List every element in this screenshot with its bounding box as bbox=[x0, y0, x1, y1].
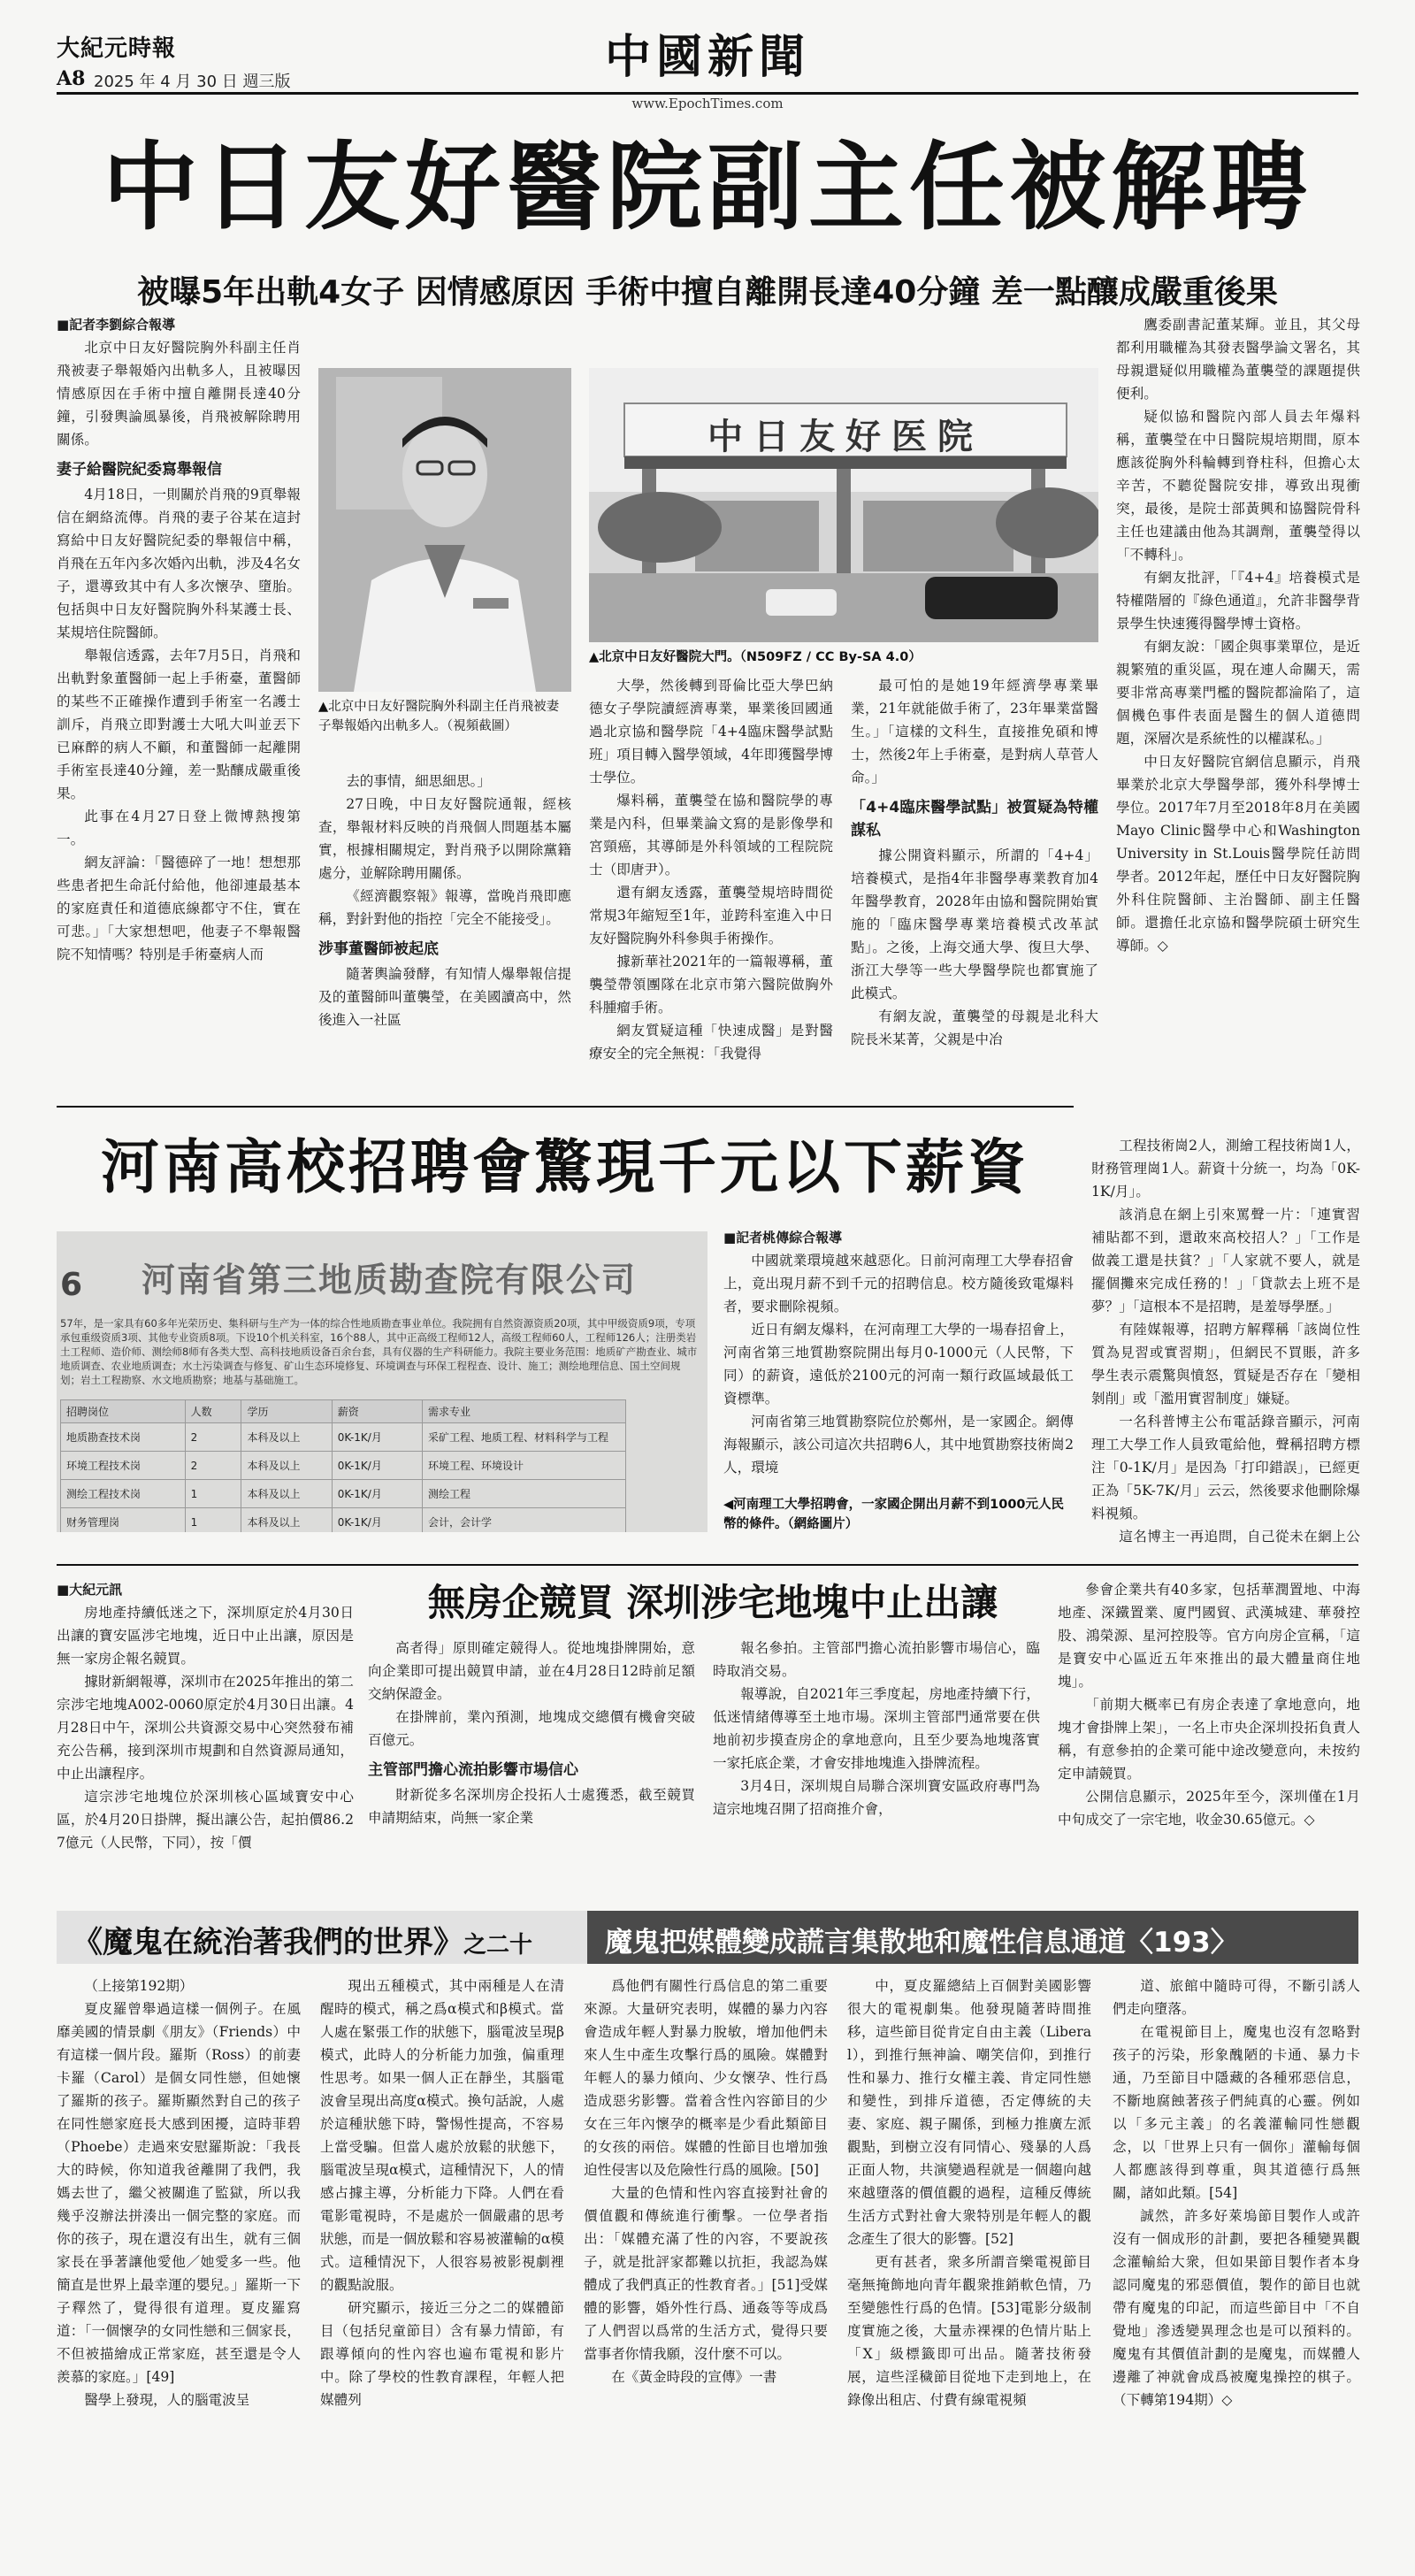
masthead-logo: 大紀元時報 bbox=[57, 35, 177, 62]
paragraph: 據公開資料顯示，所謂的「4+4」培養模式，是指4年非醫學專業教育加4年醫學教育，2028年由協和醫院開始實施的「臨床醫學專業培養模式改革試點」。之後，上海交通大學、復旦大學、浙江大學等一些大學醫學院也都實施了此模式。 bbox=[851, 847, 1098, 1001]
article1-headline: 中日友好醫院副主任被解聘 bbox=[102, 133, 1312, 243]
poster-number: 6 bbox=[60, 1267, 83, 1303]
poster-table-cell: 测绘工程技术岗 bbox=[61, 1480, 186, 1508]
article3-col3 bbox=[713, 1637, 1040, 1902]
divider-1 bbox=[57, 1106, 1074, 1108]
article2-col-a-body bbox=[723, 1249, 1074, 1479]
article2-col-b bbox=[1091, 1134, 1360, 1550]
article3-col1-body bbox=[57, 1601, 354, 1854]
poster-table-cell: 财务管理岗 bbox=[61, 1508, 186, 1533]
subheading: 妻子給醫院紀委寫舉報信 bbox=[57, 461, 222, 479]
poster-table-cell: 0K-1K/月 bbox=[332, 1508, 422, 1533]
serial-chapter-title: 魔鬼把媒體變成謊言集散地和魔性信息通道〈193〉 bbox=[605, 1927, 1238, 1959]
poster-table-header-cell: 学历 bbox=[241, 1400, 332, 1423]
poster-table-cell: 2 bbox=[185, 1423, 241, 1452]
paragraph: 更有甚者，衆多所謂音樂電視節目毫無掩飾地向青年觀衆推銷軟色情，乃至變態性行爲的色情。[53]電影分級制度實施之後，大量赤裸裸的色情片貼上「X」級標籤即可出品。隨著技術發展，這些淫穢節目從地下走到地上，在錄像出租店、付費有線電視頻 bbox=[847, 2254, 1091, 2408]
poster-table-cell: 测绘工程 bbox=[422, 1480, 625, 1508]
serial-col1 bbox=[57, 1974, 301, 2553]
page-number: A8 bbox=[57, 67, 86, 90]
paragraph: 工程技術崗2人，測繪工程技術崗1人，財務管理崗1人。薪資十分統一，均為「0K-1K/月」。 bbox=[1091, 1138, 1360, 1200]
poster-table-cell: 地质勘查技术岗 bbox=[61, 1423, 186, 1452]
poster-table-cell: 1 bbox=[185, 1480, 241, 1508]
header-rule bbox=[57, 92, 1358, 95]
article3-col1 bbox=[57, 1578, 354, 1902]
poster-table-cell: 本科及以上 bbox=[241, 1508, 332, 1533]
paragraph: 河南省第三地質勘察院位於鄭州，是一家國企。網傳海報顯示，該公司這次共招聘6人，其中地質勘察技術崗2人，環境 bbox=[723, 1414, 1074, 1476]
serial-col5 bbox=[1113, 1974, 1360, 2553]
hospital-gate-photo bbox=[589, 368, 1098, 642]
doctor-illustration bbox=[318, 368, 571, 692]
serial-col2 bbox=[320, 1974, 564, 2553]
job-poster-photo bbox=[57, 1231, 708, 1532]
paragraph: 有網友說：「國企與事業單位，是近親繁殖的重災區，現在連人命關天，需要非常高專業門檻的醫院都淪陷了，這個機色事件表面是醫生的個人道德問題，深層次是系統性的以權謀私。」 bbox=[1116, 639, 1360, 747]
paragraph: （上接第192期） bbox=[84, 1978, 194, 1994]
paragraph: 有網友批評，「『4+4』培養模式是特權階層的『綠色通道』，允許非醫學背景學生快速獲得醫學博士資格。 bbox=[1116, 570, 1360, 632]
paragraph: 網友評論：「醫德碎了一地！想想那些患者把生命託付給他，他卻連最基本的家庭責任和道德底線都守不住，實在可悲。」「大家想想吧，他妻子不舉報醫院不知情嗎？特別是手術臺病人而 bbox=[57, 855, 301, 962]
article3-col2 bbox=[368, 1637, 695, 1902]
poster-caption: ◀河南理工大學招聘會，一家國企開出月薪不到1000元人民幣的條件。（網絡圖片） bbox=[723, 1498, 1065, 1531]
paragraph: 參會企業共有40多家，包括華潤置地、中海地產、深鐵置業、廈門國貿、武漢城建、華發控股、鴻榮源、星河控股等。官方向房企宣稱，「這是寶安中心區近五年來推出的最大體量商住地塊」。 bbox=[1058, 1582, 1360, 1690]
paragraph: 隨著輿論發酵，有知情人爆舉報信提及的董醫師叫董襲瑩，在美國讀高中，然後進入一社區 bbox=[318, 966, 571, 1028]
poster-table-cell: 2 bbox=[185, 1452, 241, 1480]
paragraph: 鷹委副書記董某輝。並且，其父母都利用職權為其發表醫學論文署名，其母親還疑似用職權為董襲瑩的課題提供便利。 bbox=[1116, 317, 1360, 402]
article1-col4 bbox=[851, 674, 1098, 1145]
paragraph: 有陸媒報導，招聘方解釋稱「該崗位性質為見習或實習期」，但網民不買賬，許多學生表示震驚與憤怒，質疑是否存在「變相剝削」或「濫用實習制度」嫌疑。 bbox=[1091, 1322, 1360, 1407]
serial-banner-right bbox=[587, 1911, 1358, 1964]
article1-col1-body bbox=[57, 336, 301, 966]
poster-table-header-cell: 需求专业 bbox=[422, 1400, 625, 1423]
poster-table-header-cell: 人数 bbox=[185, 1400, 241, 1423]
paragraph: 爆料稱，董襲瑩在協和醫院學的專業是內科，但畢業論文寫的是影像學和宮頸癌，其導師是外科領域的工程院院士（即唐尹）。 bbox=[589, 793, 833, 878]
paragraph: 最可怕的是她19年經濟學專業畢業，21年就能做手術了，23年畢業當醫生。」「這樣的文科生，直接推免碩和博士，然後2年上手術臺，是對病人草菅人命。」 bbox=[851, 678, 1098, 786]
poster-table-row bbox=[61, 1480, 626, 1508]
poster-title: 河南省第三地质勘查院有限公司 bbox=[142, 1261, 638, 1300]
hospital-photo-caption: ▲北京中日友好醫院大門。（N509FZ / CC By-SA 4.0） bbox=[589, 650, 922, 664]
paragraph: 道、旅館中隨時可得，不斷引誘人們走向墮落。 bbox=[1113, 1978, 1360, 2017]
paragraph: 27日晚，中日友好醫院通報，經核查，舉報材料反映的肖飛個人問題基本屬實，根據相關規定，對肖飛予以開除黨籍處分，並解除聘用關係。 bbox=[318, 796, 571, 881]
paragraph: 財新從多名深圳房企投拓人士處獲悉，截至競買申請期結束，尚無一家企業 bbox=[368, 1787, 695, 1826]
section-title: 中國新聞 bbox=[604, 31, 810, 84]
serial-banner-left bbox=[57, 1911, 587, 1964]
article3-col4 bbox=[1058, 1578, 1360, 1902]
poster-table-cell: 会计，会计学 bbox=[422, 1508, 625, 1533]
paragraph: 此事在4月27日登上微博熱搜第一。 bbox=[57, 809, 301, 847]
article1-subhead: 被曝5年出軌4女子 因情感原因 手術中擅自離開長達40分鐘 差一點釀成嚴重後果 bbox=[137, 274, 1278, 310]
paragraph: 爲他們有關性行爲信息的第二重要來源。大量研究表明，媒體的暴力內容會造成年輕人對暴力脫敏，增加他們未來人生中產生攻擊行爲的風險。媒體對年輕人的暴力傾向、少女懷孕、性行爲造成惡劣影響。當着含性內容節目的少女在三年內懷孕的概率是少看此類節目的女孩的兩倍。媒體的性節目也增加強迫性侵害以及危險性行爲的風險。[50] bbox=[584, 1978, 828, 2178]
paragraph: 有網友說，董襲瑩的母親是北科大院長米某菁，父親是中冶 bbox=[851, 1008, 1098, 1047]
paragraph: 舉報信透露，去年7月5日，肖飛和出軌對象董醫師一起上手術臺，董醫師的某些不正確操作遭到手術室一名護士訓斥，肖飛立即對護士大吼大叫並丟下已麻醉的病人不顧，和董醫師一起離開手術室長達40分鐘，差一點釀成嚴重後果。 bbox=[57, 648, 301, 801]
paragraph: 報名參拍。主管部門擔心流拍影響市場信心，臨時取消交易。 bbox=[713, 1640, 1040, 1679]
issue-date: 2025 年 4 月 30 日 週三版 bbox=[94, 73, 291, 91]
poster-table bbox=[60, 1399, 626, 1532]
article3-byline: ■大紀元訊 bbox=[57, 1582, 123, 1598]
serial-banner bbox=[57, 1911, 1358, 1964]
paragraph: 這宗涉宅地塊位於深圳核心區域寶安中心區，於4月20日掛牌，擬出讓公告，起拍價86.27億元（人民幣，下同），按「價 bbox=[57, 1789, 354, 1851]
poster-table-cell: 环境工程、环境设计 bbox=[422, 1452, 625, 1480]
poster-table-header bbox=[61, 1400, 626, 1423]
paragraph: 4月18日，一則關於肖飛的9頁舉報信在網絡流傳。肖飛的妻子谷某在這封寫給中日友好醫院紀委的舉報信中稱，肖飛在五年內多次婚內出軌，涉及4名女子，還導致其中有人多次懷孕、墮胎。包括與中日友好醫院胸外科某護士長、某規培住院醫師。 bbox=[57, 487, 301, 640]
serial-book-title: 《魔鬼在統治著我們的世界》 bbox=[73, 1925, 463, 1960]
poster-table-cell: 本科及以上 bbox=[241, 1452, 332, 1480]
paragraph: 報導說，自2021年三季度起，房地產持續下行，低迷情緒傳導至土地市場。深圳主管部門通常要在供地前初步摸查房企的拿地意向，且至少要為地塊落實一家托底企業，才會安排地塊進入掛牌流程。 bbox=[713, 1686, 1040, 1771]
doctor-photo bbox=[318, 368, 571, 692]
paragraph: 大學，然後轉到哥倫比亞大學巴納德女子學院讀經濟專業，畢業後回國通過北京協和醫學院「4+4臨床醫學試點班」項目轉入醫學領域，4年即獲醫學博士學位。 bbox=[589, 678, 833, 786]
poster-table-cell: 本科及以上 bbox=[241, 1423, 332, 1452]
paragraph: 一名科普博主公布電話錄音顯示，河南理工大學工作人員致電給他，聲稱招聘方標注「0-1K/月」是因為「打印錯誤」，已經更正為「5K-7K/月」云云，然後要求他刪除爆料視頻。 bbox=[1091, 1414, 1360, 1522]
paragraph: 據財新網報導，深圳市在2025年推出的第二宗涉宅地塊A002-0060原定於4月30日出讓。4月28日中午，深圳公共資源交易中心突然發布補充公告稱，接到深圳市規劃和自然資源局通知，中止出讓程序。 bbox=[57, 1674, 354, 1782]
subheading: 涉事董醫師被起底 bbox=[318, 940, 439, 958]
article1-col1 bbox=[57, 313, 301, 1145]
paragraph: 公開信息顯示，2025年至今，深圳僅在1月中旬成交了一宗宅地，收金30.65億元。◇ bbox=[1058, 1789, 1360, 1828]
serial-col4 bbox=[847, 1974, 1091, 2553]
paragraph: 「前期大概率已有房企表達了拿地意向，地塊才會掛牌上架」，一名上市央企深圳投拓負責人稱，有意參拍的企業可能中途改變意向，未按約定申請競買。 bbox=[1058, 1697, 1360, 1782]
paragraph: 這名博主一再追問，自己從未在網上公 bbox=[1119, 1529, 1360, 1545]
paragraph: 醫學上發現，人的腦電波呈 bbox=[84, 2392, 250, 2408]
paragraph: 中國就業環境越來越惡化。日前河南理工大學春招會上，竟出現月薪不到千元的招聘信息。校方隨後致電爆料者，要求刪除視頻。 bbox=[723, 1253, 1074, 1315]
article2-col-a bbox=[723, 1226, 1074, 1483]
article1-col3 bbox=[589, 674, 833, 1145]
divider-2 bbox=[57, 1564, 1358, 1566]
paragraph: 在電視節目上，魔鬼也沒有忽略對孩子的污染，形象醜陋的卡通、暴力卡通，乃至節目中隱藏的各種邪惡信息，不斷地腐蝕著孩子們純真的心靈。例如以「多元主義」的名義灌輸同性戀觀念，以「世界上只有一個你」灌輸每個人都應該得到尊重，與其道德行爲無關，諸如此類。[54] bbox=[1113, 2024, 1360, 2201]
article2-headline: 河南高校招聘會驚現千元以下薪資 bbox=[101, 1133, 1029, 1201]
serial-col3 bbox=[584, 1974, 828, 2553]
poster-intro: 57年，是一家具有60多年光荣历史、集科研与生产为一体的综合性地质勘查事业单位。我院拥有自然资源资质20项，其中甲级资质9项，专项承包重级资质3项、其他专业资质8项。下设10个机关科室，16个88人，其中正高级工程师12人，高级工程师60人，工程师126人；注册类岩土工程师、造价师、测绘师8师有各类大型、高科技地质设备百余台套，具有仪器的生产科研能力。我院主要业务范围：地质矿产勘查业、城市地质调查、农业地质调查；水土污染调查与修复、矿山生态环境修复、环境调查与环保工程程查、设计、施工；测绘地理信息、国土空间规划；岩土工程勘察、水文地质勘察；地基与基础施工。 bbox=[60, 1317, 698, 1386]
doctor-photo-caption: ▲北京中日友好醫院胸外科副主任肖飛被妻子舉報婚內出軌多人。（視頻截圖） bbox=[318, 700, 560, 733]
paragraph: 《經濟觀察報》報導，當晚肖飛即應稱，對針對他的指控「完全不能接受」。 bbox=[318, 888, 571, 927]
poster-table-cell: 1 bbox=[185, 1508, 241, 1533]
article1-byline: ■記者李劉綜合報導 bbox=[57, 317, 176, 333]
paragraph: 該消息在網上引來罵聲一片：「連實習補貼都不到，還敢來高校招人？」「工作是做義工還是扶貧？」「人家就不要人，就是擺個攤來完成任務的！」「貸款去上班不是夢？」「這根本不是招聘，是羞辱學歷。」 bbox=[1091, 1207, 1360, 1315]
paragraph: 網友質疑這種「快速成醫」是對醫療安全的完全無視：「我覺得 bbox=[589, 1023, 833, 1062]
poster-table-cell: 环境工程技术岗 bbox=[61, 1452, 186, 1480]
website-url: www.EpochTimes.com bbox=[631, 96, 784, 111]
poster-table-cell: 采矿工程、地质工程、材料科学与工程 bbox=[422, 1423, 625, 1452]
paragraph: 誠然，許多好萊塢節目製作人或許沒有一個成形的計劃，要把各種變異觀念灌輸給大衆，但如果節目製作者本身認同魔鬼的邪惡價值，製作的節目也就帶有魔鬼的印記，而這些節目中「不自覺地」滲透變異理念也是可以預料的。魔鬼有其價值計劃的是魔鬼，而媒體人邊離了神就會成爲被魔鬼操控的棋子。（下轉第194期）◇ bbox=[1113, 2208, 1360, 2408]
paragraph: 3月4日，深圳規自局聯合深圳寶安區政府專門為這宗地塊召開了招商推介會， bbox=[713, 1778, 1040, 1817]
poster-table-cell: 0K-1K/月 bbox=[332, 1423, 422, 1452]
paragraph: 據新華社2021年的一篇報導稱，董襲瑩帶領團隊在北京市第六醫院做胸外科腫瘤手術。 bbox=[589, 954, 833, 1016]
paragraph: 北京中日友好醫院胸外科副主任肖飛被妻子舉報婚內出軌多人，且被曝因情感原因在手術中擅自離開長達40分鐘，引發輿論風暴後，肖飛被解除聘用關係。 bbox=[57, 340, 301, 448]
poster-table-header-cell: 招聘岗位 bbox=[61, 1400, 186, 1423]
paragraph: 中，夏皮羅總結上百個對美國影響很大的電視劇集。他發現隨著時間推移，這些節目從肯定自由主義（Liberal），到推行無神論、嘲笑信仰，到推行性和暴力、推行女權主義、肯定同性戀和變性，到排斥道德，否定傳統的夫妻、家庭、親子關係，到極力推廣左派觀點，到樹立沒有同情心、殘暴的人爲正面人物，共演變過程就是一個趨向越來越墮落的價值觀的過程，這種反傳統生活方式對社會大衆特別是年輕人的觀念產生了很大的影響。[52] bbox=[847, 1978, 1091, 2247]
poster-table-cell: 本科及以上 bbox=[241, 1480, 332, 1508]
paragraph: 現出五種模式，其中兩種是人在清醒時的模式，稱之爲α模式和β模式。當人處在緊張工作的狀態下，腦電波呈現β模式，此時人的分析能力加強，偏重理性思考。如果一個人正在靜坐，其腦電波會呈現出高度α模式。換句話說，人處於這種狀態下時，警惕性提高，不容易上當受騙。但當人處於放鬆的狀態下，腦電波呈現α模式，這種情況下，人的情感占據主導，分析能力下降。人們在看電影電視時，不是處於一個嚴肅的思考狀態，而是一個放鬆和容易被灌輸的α模式。這種情況下，人很容易被影視劇裡的觀點說服。 bbox=[320, 1978, 564, 2293]
subheading: 主管部門擔心流拍影響市場信心 bbox=[368, 1761, 578, 1779]
article2-byline: ■記者桃傳綜合報導 bbox=[723, 1230, 843, 1246]
paragraph: 高者得」原則確定競得人。從地塊掛牌開始，意向企業即可提出競買申請，並在4月28日12時前足額交納保證金。 bbox=[368, 1640, 695, 1702]
poster-table-cell: 0K-1K/月 bbox=[332, 1452, 422, 1480]
paragraph: 研究顯示，接近三分之二的媒體節目（包括兒童節目）含有暴力情節，有跟導傾向的性內容也遍布電視和影片中。除了學校的性教育課程，年輕人把媒體列 bbox=[320, 2300, 564, 2408]
poster-table-cell: 0K-1K/月 bbox=[332, 1480, 422, 1508]
article1-col5 bbox=[1116, 313, 1360, 1145]
poster-table-row bbox=[61, 1452, 626, 1480]
paragraph: 在《黃金時段的宣傳》一書 bbox=[611, 2369, 777, 2385]
article3-headline: 無房企競買 深圳涉宅地塊中止出讓 bbox=[427, 1581, 998, 1624]
subheading: 「4+4臨床醫學試點」被質疑為特權謀私 bbox=[851, 799, 1098, 840]
poster-table-header-cell: 薪资 bbox=[332, 1400, 422, 1423]
paragraph: 大量的色情和性內容直接對社會的價值觀和傳統進行衝擊。一位學者指出：「媒體充滿了性的內容，不要說孩子，就是批評家都難以抗拒，我認為媒體成了我們真正的性教育者。」[51]受媒體的影響，婚外性行爲、通姦等等成爲了人們習以爲常的生活方式，覺得只要當事者你情我願，沒什麼不可以。 bbox=[584, 2185, 828, 2362]
poster-table-row bbox=[61, 1423, 626, 1452]
paragraph: 夏皮羅曾舉過這樣一個例子。在風靡美國的情景劇《朋友》（Friends）中有這樣一個片段。羅斯（Ross）的前妻卡羅（Carol）是個女同性戀，但她懷了羅斯的孩子。羅斯顯然對自己的孩子在同性戀家庭長大感到困擾，這時菲碧（Phoebe）走過來安慰羅斯說：「我長大的時候，你知道我爸離開了我們，我媽去世了，繼父被關進了監獄，所以我幾乎沒辦法拼湊出一個完整的家庭。而你的孩子，現在還沒有出生，就有三個家長在爭著讓他愛他／她愛多一些。他簡直是世界上最幸運的嬰兒。」羅斯一下子釋然了，覺得很有道理。夏皮羅寫道：「一個懷孕的女同性戀和三個家長，不但被描繪成正常家庭，甚至還是令人羨慕的家庭。」[49] bbox=[57, 2001, 301, 2385]
poster-table-row bbox=[61, 1508, 626, 1533]
paragraph: 去的事情，細思細思。」 bbox=[346, 773, 491, 789]
paragraph: 在掛牌前，業內預測，地塊成交總價有機會突破百億元。 bbox=[368, 1709, 695, 1748]
article1-col2 bbox=[318, 770, 571, 1145]
paragraph: 近日有網友爆料，在河南理工大學的一場春招會上，河南省第三地質勘察院開出每月0-1000元（人民幣，下同）的薪資，遠低於2100元的河南一類行政區域最低工資標準。 bbox=[723, 1322, 1074, 1407]
paragraph: 疑似協和醫院內部人員去年爆料稱，董襲瑩在中日醫院規培期間，原本應該從胸外科輪轉到脊柱科，但擔心太辛苦，不聽從醫院安排，導致出現衝突，最後，是院士部黃興和協醫院骨科主任也建議由他為其調劑，董襲瑩得以「不轉科」。 bbox=[1116, 409, 1360, 563]
serial-part: 之二十 bbox=[463, 1932, 533, 1959]
paragraph: 還有網友透露，董襲瑩規培時間從常規3年縮短至1年，並跨科室進入中日友好醫院胸外科參與手術操作。 bbox=[589, 885, 833, 947]
hospital-sign-text: 中日友好医院 bbox=[708, 416, 983, 457]
paragraph: 房地產持續低迷之下，深圳原定於4月30日出讓的寶安區涉宅地塊，近日中止出讓，原因是無一家房企報名競買。 bbox=[57, 1605, 354, 1667]
paragraph: 中日友好醫院官網信息顯示，肖飛畢業於北京大學醫學部，獲外科學博士學位。2017年7月至2018年8月在美國Mayo Clinic醫學中心和Washington University in St.Louis醫學院任訪問學者。2012年起，歷任中日友好醫院胸外科住院醫師、主治醫師、副主任醫師。還擔任北京協和醫學院碩士研究生導師。◇ bbox=[1116, 754, 1360, 954]
